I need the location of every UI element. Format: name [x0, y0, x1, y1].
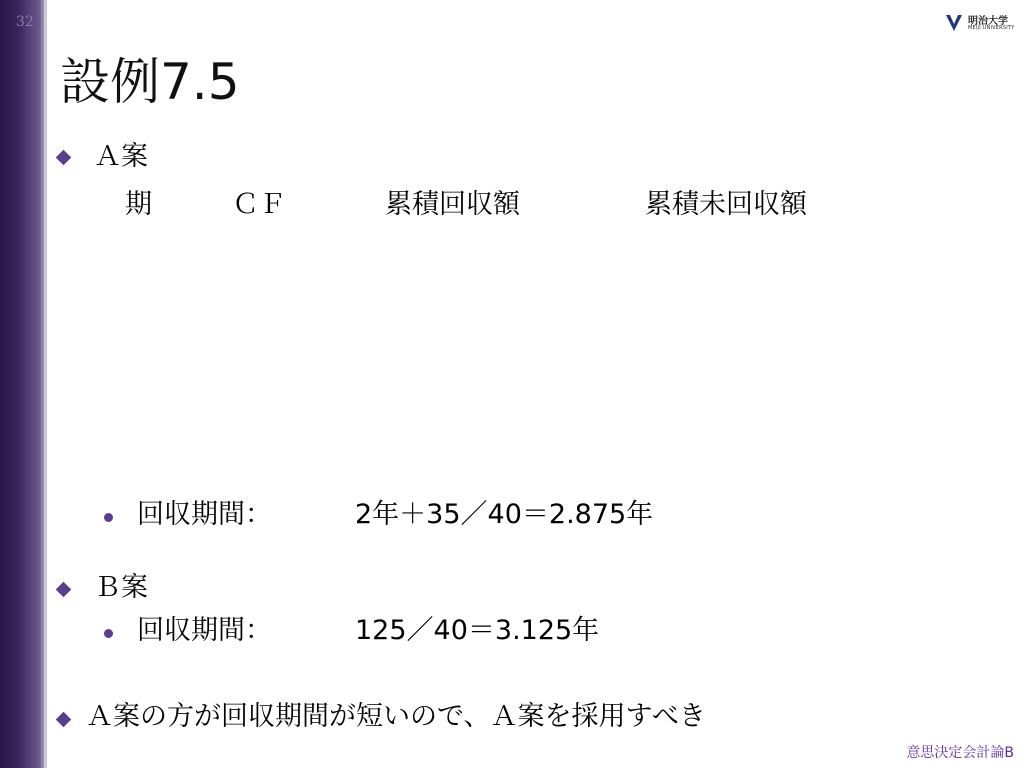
university-logo	[944, 10, 1020, 36]
bullet-diamond-icon	[56, 582, 72, 598]
header-cumulative-unrecovered: 累積未回収額	[645, 189, 807, 220]
bullet-diamond-icon	[56, 150, 72, 166]
plan-b-payback-value: 125／40＝3.125年	[355, 615, 600, 646]
sidebar-divider	[44, 0, 47, 768]
plan-b-payback-label: 回収期間：	[137, 615, 272, 646]
conclusion-text: Ａ案の方が回収期間が短いので、Ａ案を採用すべき	[86, 701, 706, 732]
plan-b-label: Ｂ案	[94, 572, 148, 603]
slide-title: 設例7.5	[60, 53, 240, 111]
header-cumulative-recovered: 累積回収額	[385, 189, 520, 220]
bullet-dot-icon	[104, 513, 113, 522]
course-footer: 意思決定会計論B	[906, 745, 1014, 761]
logo-name: 明治大学	[968, 16, 1008, 27]
logo-subtitle: MEIJI UNIVERSITY	[968, 25, 1015, 31]
header-period: 期	[125, 189, 152, 220]
header-cf: ＣＦ	[232, 189, 286, 220]
bullet-dot-icon	[104, 629, 113, 638]
bullet-diamond-icon	[56, 712, 72, 728]
slide-number: 32	[16, 14, 34, 30]
logo-mark-icon	[944, 12, 964, 34]
plan-a-label: Ａ案	[94, 141, 148, 172]
plan-a-payback-label: 回収期間：	[137, 499, 272, 530]
left-sidebar	[0, 0, 46, 768]
plan-a-payback-value: 2年＋35／40＝2.875年	[355, 499, 654, 530]
